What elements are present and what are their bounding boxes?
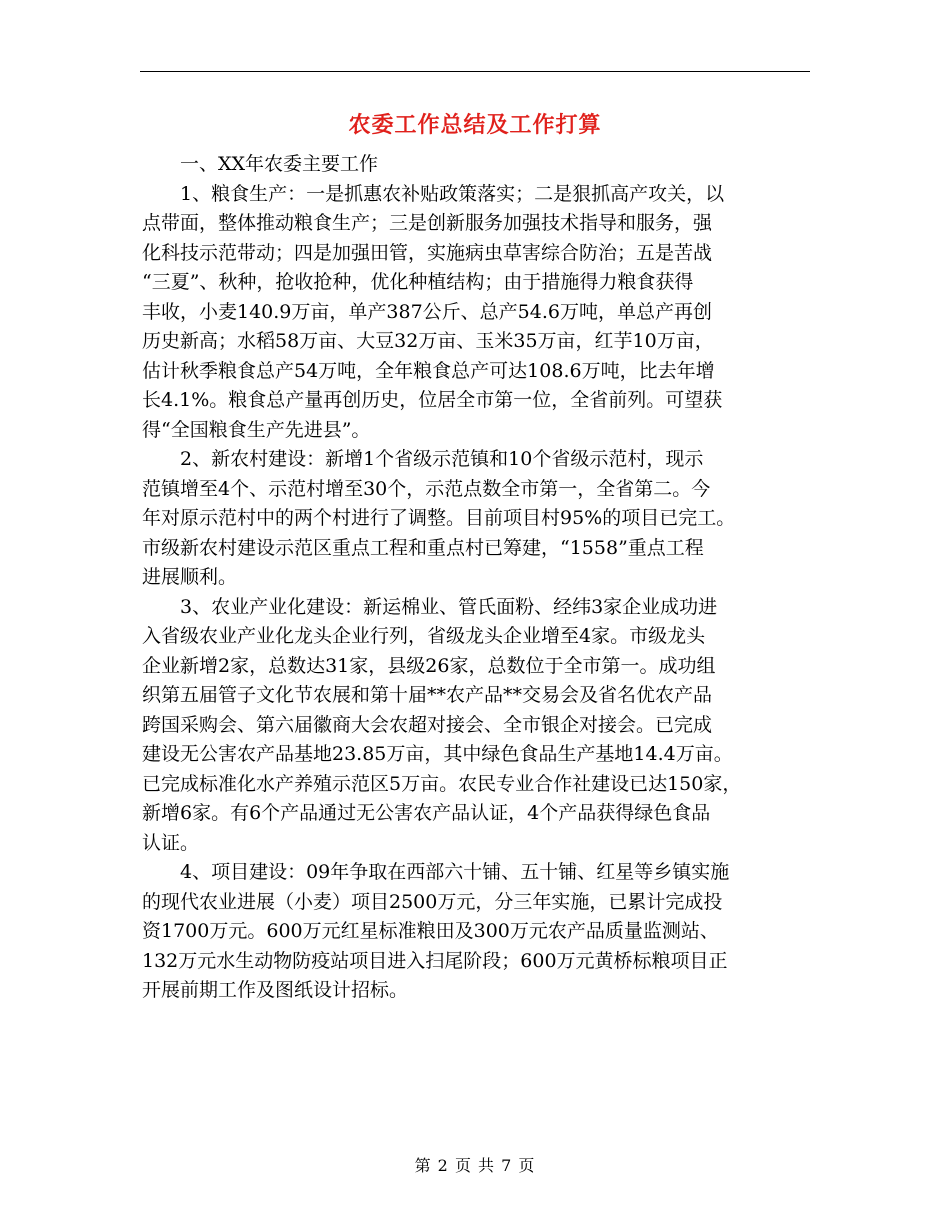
text-line: 资1700万元。600万元红星标准粮田及300万元农产品质量监测站、 <box>142 920 719 942</box>
document-body <box>142 150 814 1006</box>
text-line: 企业新增2家，总数达31家，县级26家，总数位于全市第一。成功组 <box>142 654 716 677</box>
paragraph-grain-production <box>142 180 814 446</box>
text-line: 点带面，整体推动粮食生产；三是创新服务加强技术指导和服务，强 <box>142 212 713 234</box>
text-line: 1、粮食生产：一是抓惠农补贴政策落实；二是狠抓高产攻关，以 <box>180 182 725 205</box>
paragraph-project-construction <box>142 858 814 1006</box>
text-line: 3、农业产业化建设：新运棉业、管氏面粉、经纬3家企业成功进 <box>180 595 718 618</box>
text-line: 进展顺利。 <box>142 566 238 588</box>
text-line: 2、新农村建设：新增1个省级示范镇和10个省级示范村，现示 <box>180 448 704 470</box>
text-line: 化科技示范带动；四是加强田管，实施病虫草害综合防治；五是苦战 <box>142 241 713 264</box>
text-line: 跨国采购会、第六届徽商大会农超对接会、全市银企对接会。已完成 <box>142 713 713 736</box>
text-line: 的现代农业进展（小麦）项目2500万元，分三年实施，已累计完成投 <box>142 890 723 913</box>
text-line: 范镇增至4个、示范村增至30个，示范点数全市第一，全省第二。今 <box>142 477 711 500</box>
text-line: 开展前期工作及图纸设计招标。 <box>142 979 409 1001</box>
text-line: 丰收，小麦140.9万亩，单产387公斤、总产54.6万吨，单总产再创 <box>142 300 712 323</box>
page-number: 第 2 页 共 7 页 <box>414 1156 536 1175</box>
paragraph-industrialization <box>142 593 814 859</box>
document-title: 农委工作总结及工作打算 <box>348 112 602 138</box>
text-line: “三夏”、秋种，抢收抢种，优化种植结构；由于措施得力粮食获得 <box>142 271 694 293</box>
text-line: 入省级农业产业化龙头企业行列，省级龙头企业增至4家。市级龙头 <box>142 625 706 647</box>
text-line: 认证。 <box>142 831 200 854</box>
text-line: 历史新高；水稻58万亩、大豆32万亩、玉米35万亩，红芋10万亩， <box>142 330 714 352</box>
text-line: 建设无公害农产品基地23.85万亩，其中绿色食品生产基地14.4万亩。 <box>142 743 733 765</box>
text-line: 新增6家。有6个产品通过无公害农产品认证，4个产品获得绿色食品 <box>142 802 711 824</box>
text-line: 已完成标准化水产养殖示范区5万亩。农民专业合作社建设已达150家， <box>142 772 742 795</box>
paragraph-new-countryside <box>142 445 814 593</box>
section-heading: 一、XX年农委主要工作 <box>180 153 379 175</box>
text-line: 长4.1%。粮食总产量再创历史，位居全市第一位，全省前列。可望获 <box>142 389 723 411</box>
text-line: 市级新农村建设示范区重点工程和重点村已筹建，“1558”重点工程 <box>142 536 704 559</box>
text-line: 年对原示范村中的两个村进行了调整。目前项目村95%的项目已完工。 <box>142 507 736 529</box>
text-line: 得“全国粮食生产先进县”。 <box>142 418 371 441</box>
header-rule <box>140 71 810 72</box>
text-line: 估计秋季粮食总产54万吨，全年粮食总产可达108.6万吨，比去年增 <box>142 359 715 382</box>
text-line: 织第五届管子文化节农展和第十届**农产品**交易会及省名优农产品 <box>142 684 713 706</box>
text-line: 4、项目建设：09年争取在西部六十铺、五十铺、红星等乡镇实施 <box>180 861 730 883</box>
text-line: 132万元水生动物防疫站项目进入扫尾阶段；600万元黄桥标粮项目正 <box>142 949 728 972</box>
